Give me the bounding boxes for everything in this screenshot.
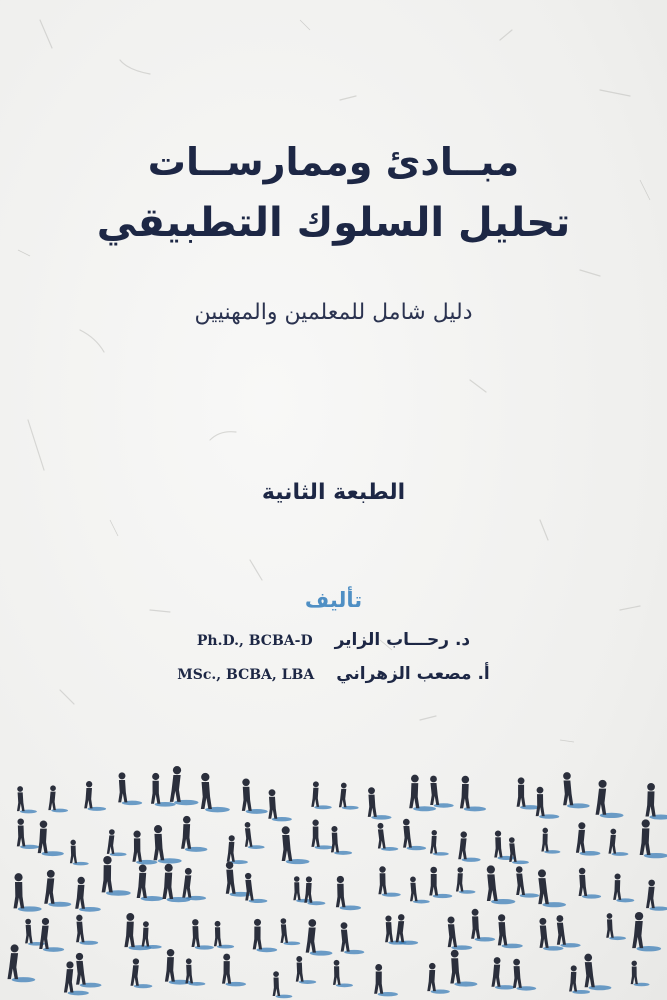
walking-person [13, 873, 41, 912]
walking-person [84, 781, 106, 811]
walking-person [509, 837, 529, 864]
walking-person [341, 922, 365, 954]
walking-person [242, 779, 268, 814]
authors-heading: تأليف [304, 588, 363, 612]
walking-person [333, 960, 353, 987]
walking-person [596, 780, 624, 818]
walking-person [245, 822, 265, 849]
walking-person [268, 789, 292, 821]
walking-person [222, 954, 246, 987]
walking-person [517, 777, 541, 809]
walking-person [181, 816, 207, 852]
walking-person [48, 785, 68, 812]
walking-person [38, 820, 64, 856]
walking-person [498, 914, 523, 948]
walking-person [368, 787, 392, 819]
walking-person [64, 961, 89, 995]
walking-person [201, 773, 230, 812]
walking-person [374, 964, 398, 996]
walking-person [427, 963, 450, 994]
walking-person [339, 783, 359, 810]
walking-person [450, 950, 477, 987]
walking-person [606, 913, 626, 940]
walking-person [70, 840, 89, 866]
walking-person [154, 825, 182, 864]
walking-person [296, 956, 316, 984]
author-1-name: د. رحـــاب الزاير [334, 630, 471, 650]
walking-person [430, 776, 454, 808]
author-2 [0, 664, 667, 684]
walking-person [142, 921, 162, 949]
walking-person [460, 776, 486, 812]
walking-person [471, 909, 495, 942]
walking-person [132, 831, 157, 865]
edition-label: الطبعة الثانية [261, 480, 406, 505]
walking-person [7, 944, 35, 982]
walking-person [631, 961, 650, 987]
walking-person [214, 921, 234, 949]
author-2-name: أ. مصعب الزهراني [336, 664, 490, 684]
walking-person [429, 867, 452, 898]
walking-person [613, 873, 634, 902]
walking-person [282, 826, 310, 864]
walking-person [336, 876, 361, 910]
author-1-credentials: Ph.D., BCBA-D [196, 633, 313, 649]
walking-person [579, 868, 602, 899]
walking-person [137, 864, 164, 901]
walking-person [102, 856, 131, 896]
walking-person [458, 831, 480, 861]
walking-person [513, 959, 536, 991]
walking-person [541, 828, 560, 854]
walking-person [487, 865, 516, 904]
walking-person [608, 829, 628, 856]
title-line-2: تحليل السلوك التطبيقي [96, 200, 571, 246]
walking-person [118, 772, 142, 805]
walking-person [170, 766, 199, 805]
author-1 [0, 630, 667, 650]
walking-person [44, 870, 71, 907]
walking-person [331, 826, 352, 855]
walking-person [76, 915, 98, 945]
walking-person [403, 819, 426, 850]
walking-person [273, 971, 293, 998]
walking-person [491, 957, 515, 989]
walking-person [378, 866, 400, 896]
walking-person [646, 880, 667, 911]
walking-person [281, 918, 301, 945]
walking-person [576, 822, 600, 855]
crowd-illustration [0, 760, 667, 1000]
walking-person [410, 877, 430, 904]
walking-person [563, 772, 590, 808]
walking-person [107, 829, 127, 856]
title-line-1: مبــادئ وممارســات [147, 140, 520, 184]
walking-person [182, 868, 206, 900]
walking-person [76, 953, 102, 988]
walking-person [253, 919, 277, 952]
walking-person [645, 783, 667, 820]
walking-person [17, 818, 39, 848]
walking-person [396, 914, 419, 945]
walking-person [640, 819, 667, 858]
walking-person [536, 787, 560, 819]
walking-person [516, 866, 539, 897]
walking-person [556, 915, 580, 947]
walking-person [311, 781, 331, 809]
walking-person [227, 835, 248, 864]
walking-person [448, 917, 473, 950]
walking-person [456, 867, 476, 894]
walking-person [632, 912, 661, 951]
walking-person [378, 823, 399, 851]
walking-person [306, 919, 333, 956]
walking-person [192, 919, 214, 949]
walking-person [245, 873, 267, 903]
walking-person [17, 786, 37, 813]
walking-person [39, 918, 64, 952]
walking-person [430, 830, 449, 856]
walking-person [75, 877, 101, 912]
walking-person [311, 820, 333, 850]
walking-person [584, 954, 611, 991]
subtitle: دليل شامل للمعلمين والمهنيين [194, 300, 473, 325]
author-2-credentials: MSc., BCBA, LBA [177, 667, 315, 683]
walking-person [538, 869, 566, 907]
walking-person [131, 958, 153, 988]
